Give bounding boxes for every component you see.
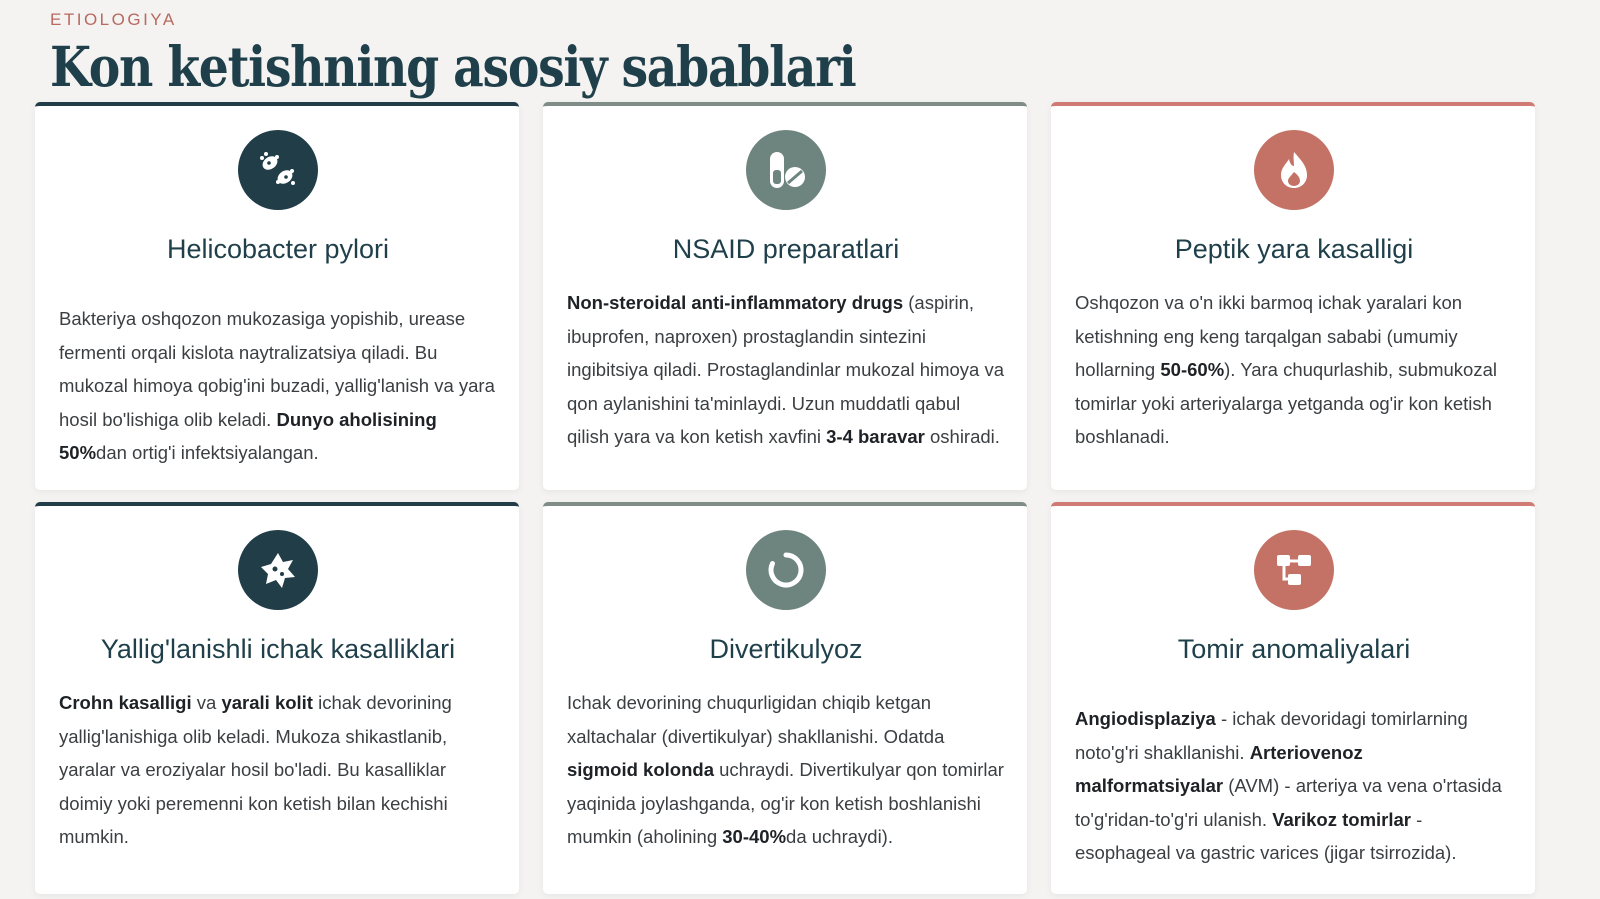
body-text: uchraydi. Divertikulyar qon tomirlar yaqinida joylashganda, og'ir kon ketish boshlanishi mumkin (aholining xyxy=(567,759,1004,847)
body-text: ichak devorining yallig'lanishiga olib keladi. Mukoza shikastlanib, yaralar va eroziyalar hosil bo'ladi. Bu kasalliklar doimiy yoki peremenni kon ketish bilan kechishi mumkin. xyxy=(59,692,452,847)
body-text: - esophageal va gastric varices (jigar tsirrozida). xyxy=(1075,808,1457,863)
body-text: - ichak devoridagi tomirlarning noto'g'ri shakllanishi. xyxy=(1075,708,1468,763)
body-text: ). Yara chuqurlashib, submukozal tomirlar yoki arteriyalarga yetganda og'ir kon ketish boshlanadi. xyxy=(1075,359,1497,447)
body-text: da uchraydi). xyxy=(786,826,893,847)
emphasis-text: Arteriovenoz malformatsiyalar xyxy=(1075,741,1363,796)
card-description xyxy=(567,286,1005,454)
emphasis-text: Crohn kasalligi xyxy=(59,692,192,713)
emphasis-text: sigmoid kolonda xyxy=(567,759,714,780)
card-description xyxy=(1075,702,1513,870)
vessel-branch-icon xyxy=(1254,530,1334,610)
card-description xyxy=(59,686,497,854)
cause-card-nsaid xyxy=(543,102,1027,490)
emphasis-text: 3-4 baravar xyxy=(826,426,925,447)
page-title: Kon ketishning asosiy sabablari xyxy=(50,34,856,99)
causes-grid xyxy=(35,102,1535,894)
body-text: Oshqozon va o'n ikki barmoq ichak yaralari kon ketishning eng keng tarqalgan sababi (umumiy hollarning xyxy=(1075,292,1463,380)
cause-card-ibd xyxy=(35,502,519,894)
body-text: Ichak devorining chuqurligidan chiqib ketgan xaltachalar (divertikulyar) shakllanishi. Odatda xyxy=(567,692,945,747)
card-title: Helicobacter pylori xyxy=(166,234,390,264)
emphasis-text: Dunyo aholisining 50% xyxy=(59,408,437,463)
virus-icon xyxy=(238,530,318,610)
emphasis-text: 30-40% xyxy=(722,826,787,847)
cause-card-peptic-ulcer xyxy=(1051,102,1535,490)
emphasis-text: Angiodisplaziya xyxy=(1075,708,1216,729)
body-text: (AVM) - arteriya va vena o'rtasida to'g'ridan-to'g'ri ulanish. xyxy=(1075,775,1502,830)
card-title: Divertikulyoz xyxy=(709,634,863,664)
emphasis-text: Non-steroidal anti-inflammatory drugs xyxy=(567,292,904,313)
card-description xyxy=(567,686,1005,854)
body-text: (aspirin, ibuprofen, naproxen) prostaglandin sintezini ingibitsiya qiladi. Prostaglandinlar mukozal himoya va qon aylanishini ta'minlaydi. Uzun muddatli qabul qilish yara va kon ketish xavfini xyxy=(567,292,1005,447)
body-text: dan ortig'i infektsiyalangan. xyxy=(96,442,319,463)
card-title: Tomir anomaliyalari xyxy=(1177,634,1411,664)
section-eyebrow: ETIOLOGIYA xyxy=(50,10,177,29)
body-text: oshiradi. xyxy=(924,426,1000,447)
emphasis-text: yarali kolit xyxy=(221,692,313,713)
card-description xyxy=(59,302,497,470)
ring-icon xyxy=(746,530,826,610)
body-text: va xyxy=(191,692,222,713)
emphasis-text: Varikoz tomirlar xyxy=(1272,808,1411,830)
card-title: Yallig'lanishli ichak kasalliklari xyxy=(100,634,456,664)
emphasis-text: 50-60% xyxy=(1160,359,1225,380)
card-title: Peptik yara kasalligi xyxy=(1174,234,1414,264)
card-description xyxy=(1075,286,1513,454)
cause-card-diverticulosis xyxy=(543,502,1027,894)
fire-icon xyxy=(1254,130,1334,210)
pills-icon xyxy=(746,130,826,210)
body-text: Bakteriya oshqozon mukozasiga yopishib, urease fermenti orqali kislota naytralizatsiya qiladi. Bu mukozal himoya qobig'ini buzadi, yallig'lanish va yara hosil bo'lishiga olib keladi. xyxy=(59,308,495,430)
cause-card-helicobacter xyxy=(35,102,519,490)
card-title: NSAID preparatlari xyxy=(672,234,900,264)
cause-card-vascular xyxy=(1051,502,1535,894)
bacteria-icon xyxy=(238,130,318,210)
